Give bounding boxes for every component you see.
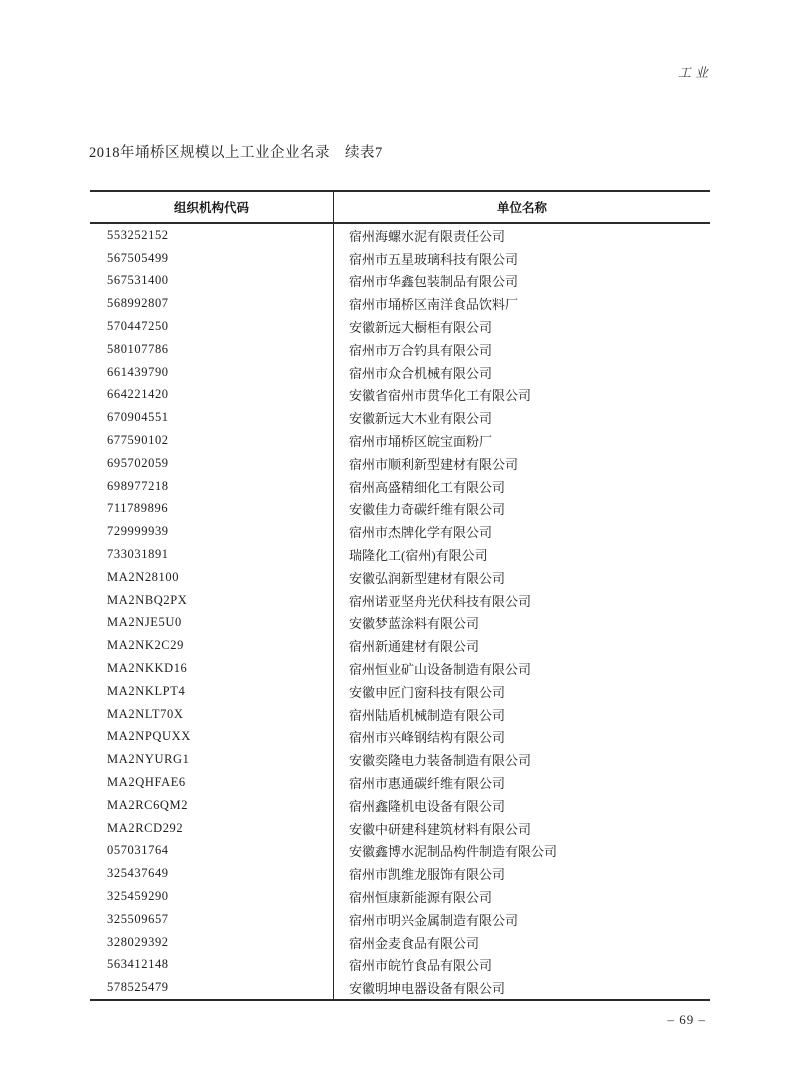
page-number: – 69 – [667, 1012, 706, 1027]
name-cell: 宿州市万合钓具有限公司 [349, 342, 493, 358]
code-cell: 695702059 [90, 452, 334, 475]
code-cell: MA2NKKD16 [90, 657, 334, 680]
code-cell: MA2QHFAE6 [90, 771, 334, 794]
table-row [90, 543, 710, 566]
table-header-row [90, 192, 710, 224]
code-cell: 664221420 [90, 384, 334, 407]
code-cell: MA2RCD292 [90, 817, 334, 840]
name-cell: 宿州陆盾机械制造有限公司 [349, 707, 506, 723]
table-row [90, 634, 710, 657]
name-cell: 宿州市皖竹食品有限公司 [349, 958, 493, 974]
name-cell: 宿州市惠通碳纤维有限公司 [349, 776, 506, 792]
table-body [90, 224, 710, 999]
name-cell: 安徽中研建科建筑材料有限公司 [349, 821, 532, 837]
code-cell: MA2NYURG1 [90, 748, 334, 771]
name-cell: 安徽奕隆电力装备制造有限公司 [349, 753, 532, 769]
name-cell: 安徽新远大木业有限公司 [349, 411, 493, 427]
table-row [90, 748, 710, 771]
table-row [90, 726, 710, 749]
name-cell: 宿州市杰牌化学有限公司 [349, 525, 493, 541]
table-row [90, 680, 710, 703]
table-row [90, 794, 710, 817]
code-cell: 677590102 [90, 429, 334, 452]
code-cell: MA2NJE5U0 [90, 612, 334, 635]
code-cell: 057031764 [90, 840, 334, 863]
table-row [90, 771, 710, 794]
name-cell: 宿州市华鑫包装制品有限公司 [349, 274, 519, 290]
table-row [90, 862, 710, 885]
code-cell: 563412148 [90, 954, 334, 977]
table-row [90, 589, 710, 612]
table-row [90, 817, 710, 840]
code-cell: 733031891 [90, 543, 334, 566]
code-cell: 661439790 [90, 361, 334, 384]
name-cell: 宿州市埇桥区皖宝面粉厂 [349, 434, 493, 450]
name-cell: 宿州恒康新能源有限公司 [349, 890, 493, 905]
name-cell: 宿州鑫隆机电设备有限公司 [349, 798, 506, 814]
table-row [90, 270, 710, 293]
code-cell: MA2RC6QM2 [90, 794, 334, 817]
table-row [90, 703, 710, 726]
table-row [90, 292, 710, 315]
page-title: 2018年埇桥区规模以上工业企业名录 续表7 [89, 145, 383, 161]
table-row [90, 954, 710, 977]
name-cell: 宿州高盛精细化工有限公司 [349, 479, 506, 495]
code-cell: MA2NBQ2PX [90, 589, 334, 612]
table-row [90, 361, 710, 384]
code-cell: 567505499 [90, 247, 334, 270]
name-cell: 宿州市明兴金属制造有限公司 [349, 912, 519, 928]
name-cell: 安徽新远大橱柜有限公司 [349, 320, 493, 336]
table-row [90, 452, 710, 475]
name-cell: 宿州市众合机械有限公司 [349, 365, 493, 381]
code-cell: MA2NLT70X [90, 703, 334, 726]
name-cell: 安徽梦蓝涂料有限公司 [349, 616, 480, 632]
code-cell: 325509657 [90, 908, 334, 931]
companies-table [90, 190, 710, 1001]
code-cell: 328029392 [90, 931, 334, 954]
table-row [90, 406, 710, 429]
table-row [90, 657, 710, 680]
name-cell: 宿州市兴峰钢结构有限公司 [349, 730, 506, 746]
name-cell: 宿州海螺水泥有限责任公司 [349, 228, 506, 244]
code-cell: 570447250 [90, 315, 334, 338]
code-cell: 325459290 [90, 885, 334, 908]
code-cell: 567531400 [90, 270, 334, 293]
code-cell: MA2NKLPT4 [90, 680, 334, 703]
name-cell: 宿州市顺利新型建材有限公司 [349, 456, 519, 472]
name-cell: 宿州市埇桥区南洋食品饮料厂 [349, 297, 519, 313]
name-cell: 宿州金麦食品有限公司 [349, 935, 480, 951]
table-row [90, 475, 710, 498]
table-row [90, 224, 710, 247]
code-cell: MA2NK2C29 [90, 634, 334, 657]
code-cell: 580107786 [90, 338, 334, 361]
column-header-code: 组织机构代码 [90, 192, 334, 222]
name-cell: 安徽省宿州市贯华化工有限公司 [349, 388, 532, 404]
code-cell: 698977218 [90, 475, 334, 498]
code-cell: 568992807 [90, 292, 334, 315]
name-cell: 安徽明坤电器设备有限公司 [349, 981, 506, 997]
code-cell: 729999939 [90, 520, 334, 543]
code-cell: 325437649 [90, 862, 334, 885]
table-row [90, 612, 710, 635]
code-cell: 670904551 [90, 406, 334, 429]
name-cell: 宿州诺亚坚舟光伏科技有限公司 [349, 593, 532, 609]
table-row [90, 976, 710, 999]
code-cell: 553252152 [90, 224, 334, 247]
name-cell: 宿州市五星玻璃科技有限公司 [349, 251, 519, 267]
table-row [90, 840, 710, 863]
name-cell: 宿州恒业矿山设备制造有限公司 [349, 662, 532, 678]
table-row [90, 931, 710, 954]
code-cell: 578525479 [90, 976, 334, 999]
name-cell: 安徽弘润新型建材有限公司 [349, 570, 506, 586]
table-row [90, 429, 710, 452]
name-cell: 宿州市凯维龙服饰有限公司 [349, 867, 506, 883]
table-row [90, 338, 710, 361]
table-row [90, 315, 710, 338]
table-row [90, 247, 710, 270]
table-row [90, 498, 710, 521]
name-cell: 安徽佳力奇碳纤维有限公司 [349, 502, 506, 518]
code-cell: 711789896 [90, 498, 334, 521]
table-row [90, 566, 710, 589]
table-row [90, 520, 710, 543]
table-row [90, 885, 710, 908]
section-label: 工业 [677, 65, 712, 80]
code-cell: MA2NPQUXX [90, 726, 334, 749]
name-cell: 安徽鑫博水泥制品构件制造有限公司 [349, 844, 558, 860]
code-cell: MA2N28100 [90, 566, 334, 589]
name-cell: 安徽申匠门窗科技有限公司 [349, 684, 506, 700]
name-cell: 瑞隆化工(宿州)有限公司 [349, 548, 488, 564]
column-header-name: 单位名称 [496, 201, 547, 215]
table-row [90, 908, 710, 931]
table-row [90, 384, 710, 407]
name-cell: 宿州新通建材有限公司 [349, 639, 480, 655]
